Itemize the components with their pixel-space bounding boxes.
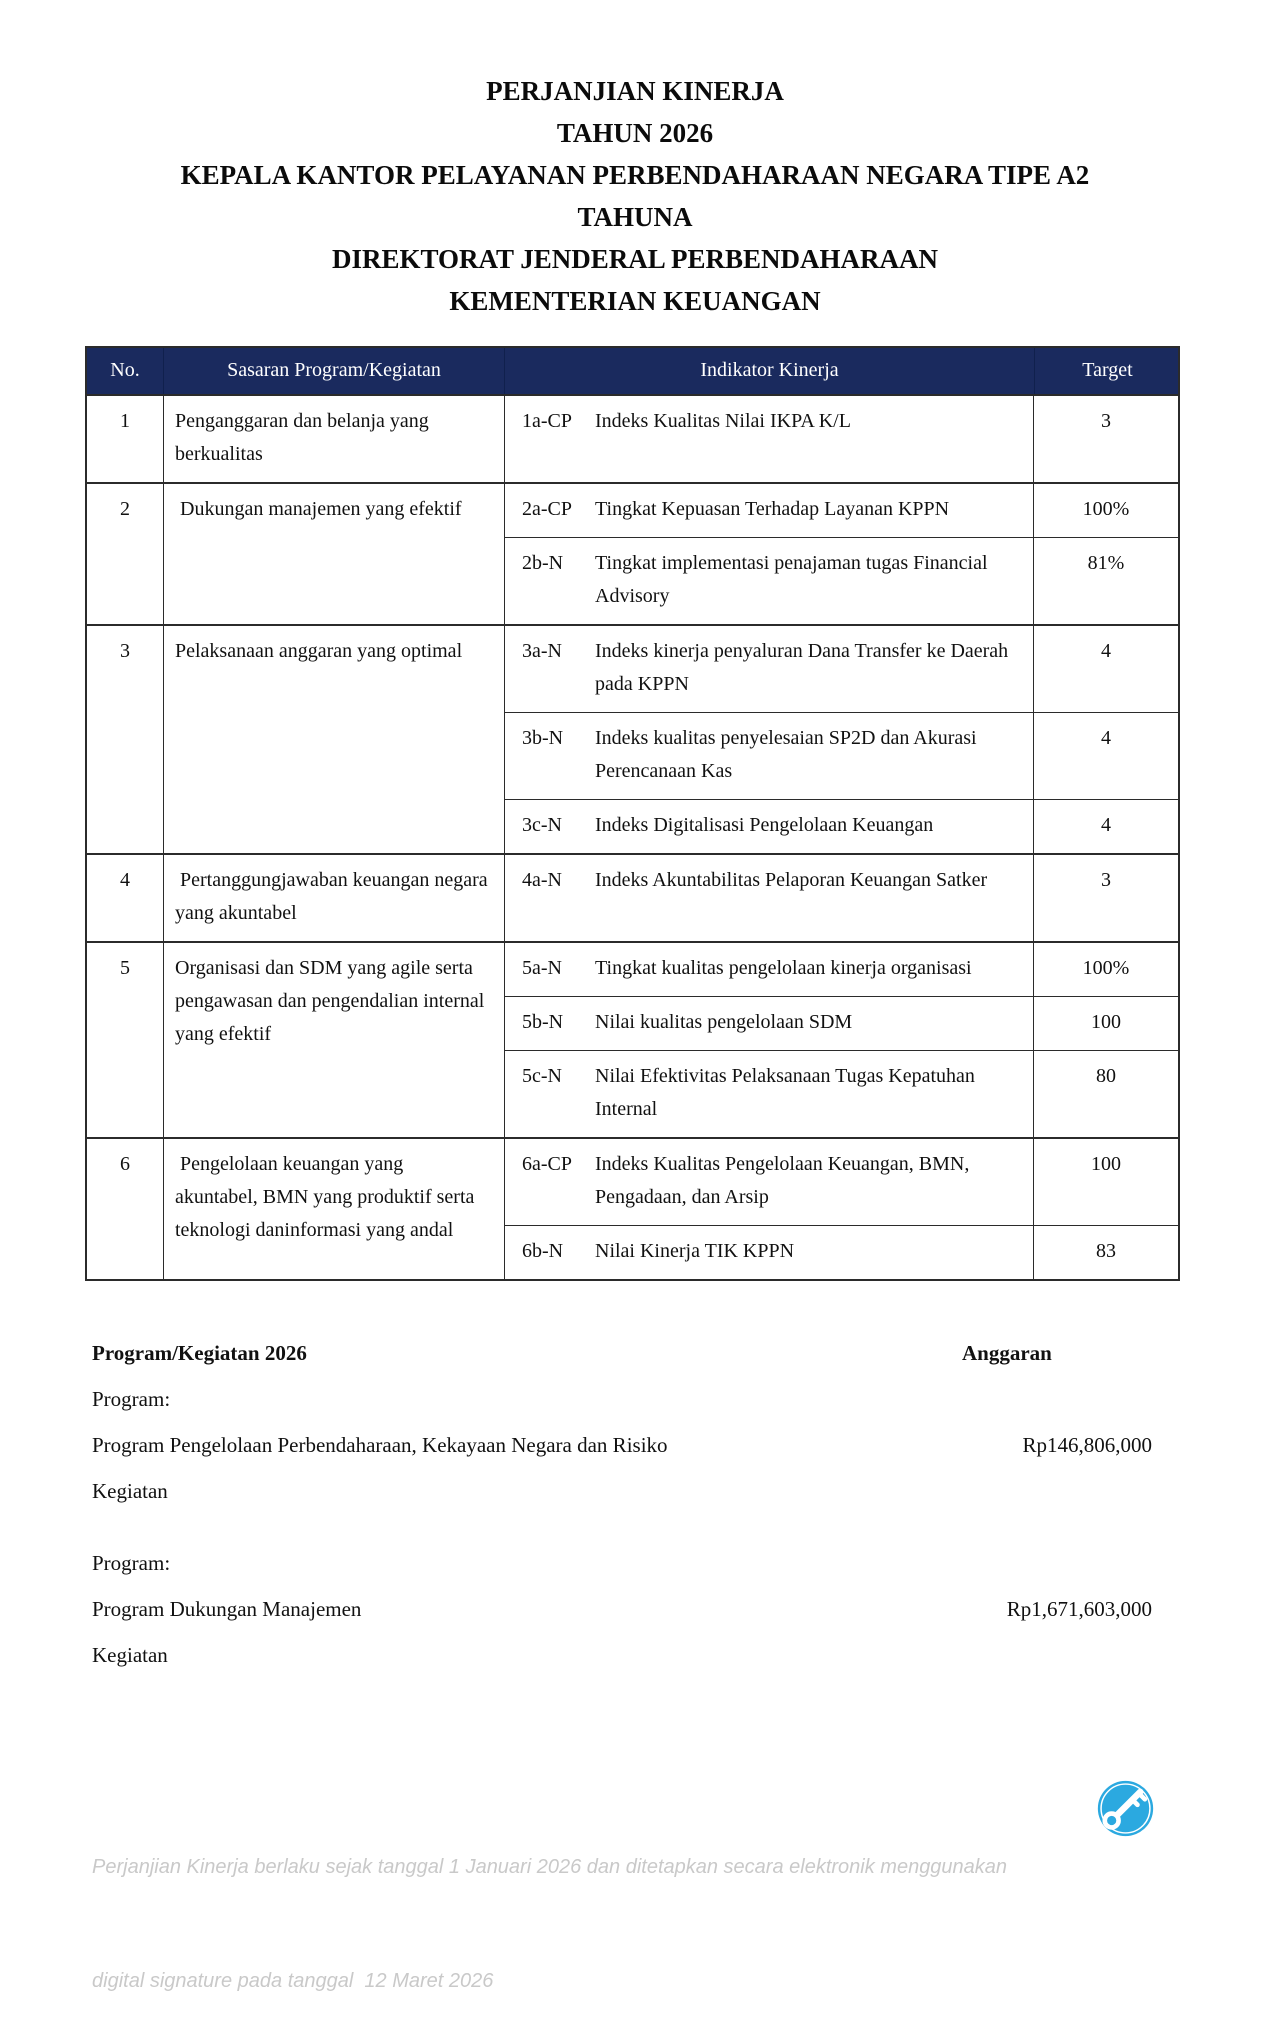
performance-table [85,346,1180,1281]
table-row-group [87,624,1178,853]
table-row-group [87,482,1178,624]
indicator-text: Nilai Kinerja TIK KPPN [595,1240,795,1262]
program-label: Program: [92,1387,171,1411]
indicator-text: Indeks kualitas penyelesaian SP2D dan Akurasi Perencanaan Kas [595,727,977,782]
table-row-group [87,853,1178,941]
kegiatan-label: Kegiatan [92,1479,168,1503]
validity-note-line-1: Perjanjian Kinerja berlaku sejak tanggal 1 Januari 2026 dan ditetapkan secara elektronik menggunakan [92,1856,1008,1878]
program-amount: Rp146,806,000 [1022,1433,1152,1457]
indicator-rows [505,943,1178,1137]
header-sasaran: Sasaran Program/Kegiatan [164,348,505,394]
indicator-rows [505,484,1178,624]
row-number: 6 [87,1139,164,1279]
indicator-row [505,1050,1178,1137]
program-name: Program Dukungan Manajemen [92,1597,362,1621]
indicator-row [505,943,1178,996]
indicator-code: 3a-N [522,640,562,662]
header-no: No. [87,348,164,394]
indicator-row [505,712,1178,799]
sasaran-cell: Pertanggungjawaban keuangan negara yang akuntabel [164,855,505,941]
indicator-row [505,996,1178,1050]
indicator-code: 5a-N [522,957,562,979]
row-number: 5 [87,943,164,1137]
table-row-group [87,941,1178,1137]
program-name-row [92,1586,1152,1632]
row-number: 4 [87,855,164,941]
program-name: Program Pengelolaan Perbendaharaan, Kekayaan Negara dan Risiko [92,1433,668,1457]
indicator-target: 4 [1033,713,1178,799]
header-indikator: Indikator Kinerja [505,348,1035,394]
indicator-text: Indeks kinerja penyaluran Dana Transfer ke Daerah pada KPPN [595,640,1009,695]
indicator-code: 2a-CP [522,498,572,520]
indicator-row [505,626,1178,712]
header-target: Target [1082,359,1133,381]
indicator-rows [505,626,1178,853]
title-line-2: TAHUN 2026 [556,118,714,148]
title-line-6: KEMENTERIAN KEUANGAN [449,286,821,316]
title-line-3: KEPALA KANTOR PELAYANAN PERBENDAHARAAN NEGARA TIPE A2 [180,160,1090,190]
kegiatan-label: Kegiatan [92,1643,168,1667]
table-row-group [87,1137,1178,1279]
row-number: 2 [87,484,164,624]
indicator-code: 5c-N [522,1065,562,1087]
program-label: Program: [92,1551,171,1575]
indicator-target: 100 [1033,997,1178,1050]
validity-note-line-2: digital signature pada tanggal 12 Maret 2026 [92,1970,494,1992]
title-line-5: DIREKTORAT JENDERAL PERBENDAHARAAN [331,244,939,274]
indicator-target: 81% [1033,538,1178,624]
row-number: 1 [87,396,164,482]
indicator-row [505,1139,1178,1225]
indicator-target: 80 [1033,1051,1178,1137]
budget-spacer [92,1514,1152,1540]
indicator-text: Tingkat Kepuasan Terhadap Layanan KPPN [595,498,950,520]
indicator-code: 2b-N [522,552,564,574]
title-line-4: TAHUNA [577,202,693,232]
indicator-row [505,855,1178,941]
indicator-text: Indeks Akuntabilitas Pelaporan Keuangan Satker [595,869,988,891]
indicator-text: Tingkat kualitas pengelolaan kinerja organisasi [595,957,972,979]
budget-section [92,1330,1152,1678]
row-number: 3 [87,626,164,853]
sasaran-cell: Pengelolaan keuangan yang akuntabel, BMN yang produktif serta teknologi daninformasi yang andal [164,1139,505,1279]
indicator-code: 3c-N [522,814,562,836]
program-name-row [92,1422,1152,1468]
anggaran-label: Anggaran [962,1341,1052,1365]
indicator-target: 100% [1033,484,1178,537]
indicator-text: Tingkat implementasi penajaman tugas Financial Advisory [595,552,988,607]
indicator-row [505,396,1178,482]
sasaran-cell: Pelaksanaan anggaran yang optimal [164,626,505,853]
digital-signature-key-icon [1096,1779,1155,1838]
indicator-row [505,799,1178,853]
indicator-target: 100 [1033,1139,1178,1225]
budget-heading: Program/Kegiatan 2026 [92,1341,307,1365]
sasaran-cell: Dukungan manajemen yang efektif [164,484,505,624]
budget-items [92,1376,1152,1678]
budget-heading-row [92,1330,1152,1376]
indicator-code: 4a-N [522,869,562,891]
indicator-code: 5b-N [522,1011,564,1033]
indicator-text: Indeks Digitalisasi Pengelolaan Keuangan [595,814,934,836]
indicator-text: Indeks Kualitas Nilai IKPA K/L [595,410,851,432]
table-header-row [87,348,1178,396]
indicator-target: 3 [1033,396,1178,482]
pk-table-body [87,396,1178,1279]
indicator-code: 6b-N [522,1240,564,1262]
sasaran-cell: Organisasi dan SDM yang agile serta pengawasan dan pengendalian internal yang efektif [164,943,505,1137]
table-row-group [87,396,1178,482]
indicator-target: 100% [1033,943,1178,996]
indicator-code: 1a-CP [522,410,572,432]
indicator-target: 4 [1033,626,1178,712]
indicator-rows [505,1139,1178,1279]
indicator-row [505,537,1178,624]
indicator-text: Nilai Efektivitas Pelaksanaan Tugas Kepatuhan Internal [595,1065,975,1120]
indicator-target: 4 [1033,800,1178,853]
document-title [0,0,1270,322]
program-amount: Rp1,671,603,000 [1006,1597,1152,1621]
indicator-target: 83 [1033,1226,1178,1279]
indicator-text: Nilai kualitas pengelolaan SDM [595,1011,853,1033]
indicator-text: Indeks Kualitas Pengelolaan Keuangan, BMN, Pengadaan, dan Arsip [595,1153,970,1208]
indicator-rows [505,855,1178,941]
validity-note [92,1772,1092,2038]
title-line-1: PERJANJIAN KINERJA [486,76,784,106]
indicator-code: 3b-N [522,727,564,749]
indicator-target: 3 [1033,855,1178,941]
indicator-row [505,484,1178,537]
indicator-rows [505,396,1178,482]
indicator-row [505,1225,1178,1279]
indicator-code: 6a-CP [522,1153,572,1175]
sasaran-cell: Penganggaran dan belanja yang berkualitas [164,396,505,482]
